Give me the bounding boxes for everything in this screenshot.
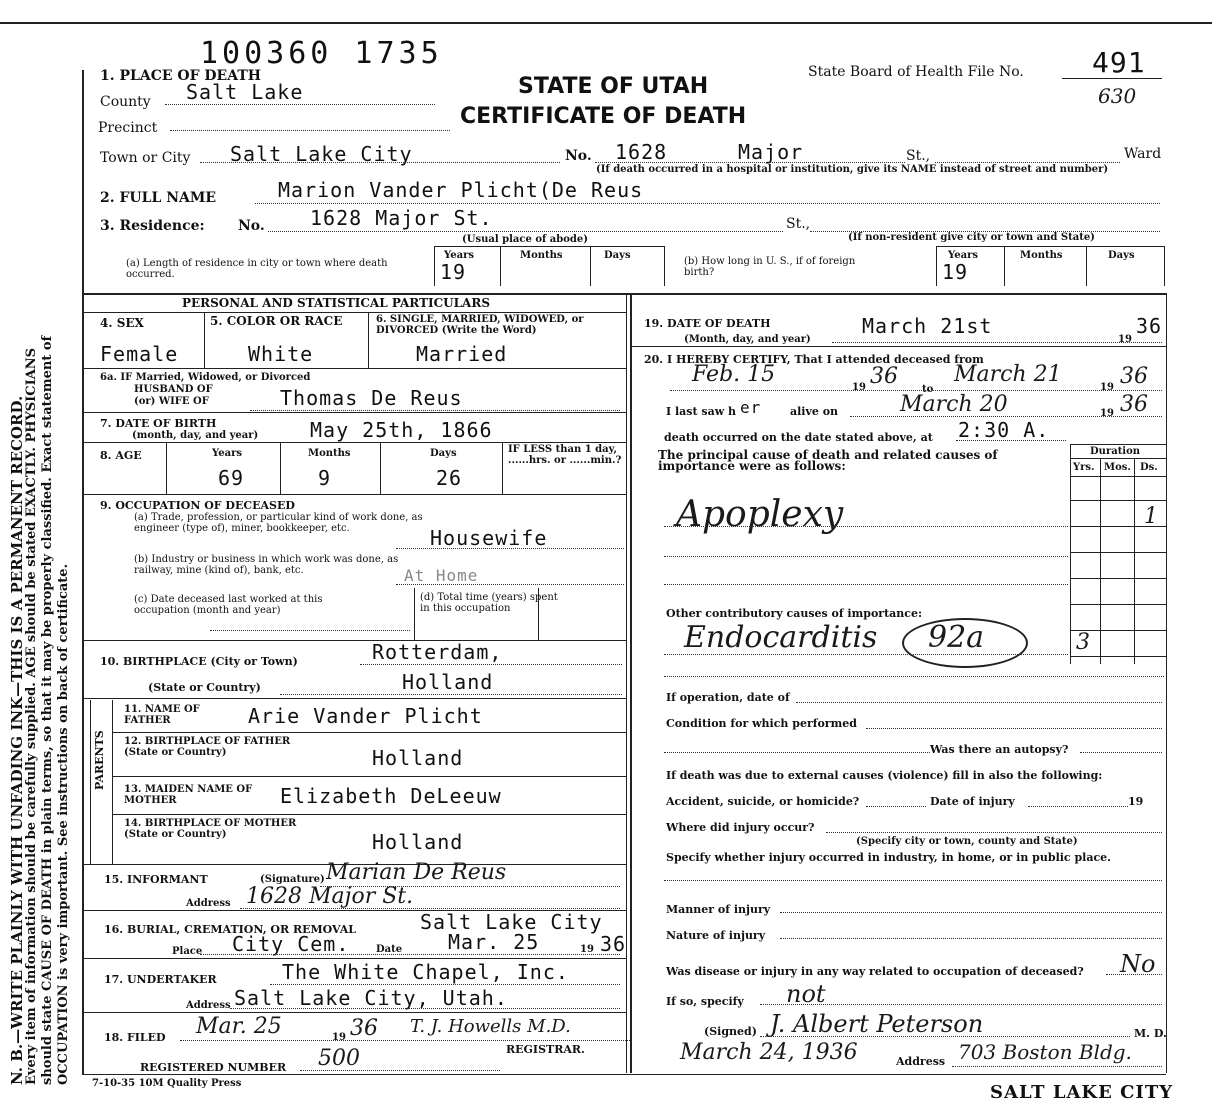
residence-label: 3. Residence: <box>100 218 205 234</box>
last-saw-label: I last saw h <box>666 405 737 418</box>
alive-label: alive on <box>790 405 839 418</box>
street-value: Major <box>738 140 804 164</box>
personal-title-line <box>84 312 626 313</box>
attended-line <box>670 390 1162 391</box>
burial-line <box>200 954 620 955</box>
file-number-line <box>1062 78 1162 79</box>
where-line <box>826 832 1162 833</box>
len-residence-label: (a) Length of residence in city or town where death occurred. <box>126 258 388 280</box>
form-left-border <box>82 70 84 1075</box>
full-name-label: 2. FULL NAME <box>100 190 217 206</box>
father-birthplace: Holland <box>372 746 464 770</box>
precinct-label: Precinct <box>98 120 158 136</box>
bottom-border <box>84 1074 1166 1075</box>
to-year-prefix: 19 <box>1100 382 1114 393</box>
injury-date-line <box>1028 806 1128 807</box>
occupation-b-line <box>396 584 624 585</box>
dur-top <box>1070 444 1166 445</box>
accident-label: Accident, suicide, or homicide? <box>666 795 860 808</box>
md-label: M. D. <box>1134 1027 1167 1040</box>
registrar-label: REGISTRAR. <box>506 1043 585 1056</box>
birthplace-state-label: (State or Country) <box>148 681 261 694</box>
certify-label: 20. I HEREBY CERTIFY, That I attended deceased from <box>644 353 984 366</box>
len-a-days-h: Days <box>604 250 631 261</box>
residence-st-label: St., <box>786 216 811 232</box>
undertaker-line <box>270 984 620 985</box>
center-divider <box>630 293 632 1073</box>
file-number: 491 <box>1092 46 1146 79</box>
occupation-related-label: Was disease or injury in any way related to occupation of deceased? <box>666 965 1084 978</box>
informant-signature: Marian De Reus <box>326 860 507 885</box>
informant-address-line <box>240 908 620 909</box>
reg-number-line <box>300 1070 500 1071</box>
where-label: Where did injury occur? <box>666 821 815 834</box>
color-sep <box>368 312 369 368</box>
parents-box-sep <box>112 700 113 864</box>
print-info: 7-10-35 10M Quality Press <box>92 1078 242 1089</box>
occupation-d-label: (d) Total time (years) spent in this occupation <box>420 592 558 614</box>
precinct-line <box>170 130 450 131</box>
parents-box-left <box>90 700 91 864</box>
spouse-label-1: 6a. IF Married, Widowed, or Divorced <box>100 372 311 383</box>
reg-number: 500 <box>318 1046 360 1071</box>
dur-mos-h: Mos. <box>1104 462 1131 473</box>
cause-label: The principal cause of death and related causes of importance were as follows: <box>658 448 998 473</box>
dur-sep1 <box>1100 458 1101 664</box>
undertaker-value: The White Chapel, Inc. <box>282 960 569 984</box>
certificate-title: CERTIFICATE OF DEATH <box>460 104 747 129</box>
row13-line <box>112 814 626 815</box>
attended-to: March 21 <box>954 362 1062 387</box>
contrib-line-2 <box>664 676 1164 677</box>
contrib-label: Other contributory causes of importance: <box>666 607 923 620</box>
parents-label: PARENTS <box>93 730 106 790</box>
dur-row7 <box>1070 656 1166 657</box>
age-sep3 <box>380 442 381 494</box>
dur-ds-h: Ds. <box>1140 462 1158 473</box>
last-saw-line <box>850 416 1162 417</box>
ward-label: Ward <box>1124 146 1162 162</box>
age-years: 69 <box>218 466 245 490</box>
contrib-line-1 <box>664 654 1068 655</box>
contrib-value: Endocarditis <box>684 620 878 655</box>
len-b-months-h: Months <box>1020 250 1063 261</box>
age-months-h: Months <box>308 448 351 459</box>
filed-year-prefix: 19 <box>332 1032 346 1043</box>
row16-line <box>84 958 626 959</box>
form-top-border <box>0 22 1212 24</box>
mother-label: 13. MAIDEN NAME OF MOTHER <box>124 784 253 806</box>
undertaker-label: 17. UNDERTAKER <box>104 973 217 986</box>
spouse-label-2: HUSBAND OF <box>134 384 213 395</box>
if-so-label: If so, specify <box>666 995 744 1008</box>
birthplace-country-line <box>280 694 622 695</box>
file-number-sub: 630 <box>1098 84 1137 108</box>
dur-left <box>1070 444 1071 664</box>
marital-value: Married <box>416 342 508 366</box>
file-number-label: State Board of Health File No. <box>808 64 1024 80</box>
injury-date-label: Date of injury <box>930 795 1015 808</box>
father-birthplace-label: 12. BIRTHPLACE OF FATHER (State or Country) <box>124 736 291 758</box>
age-years-h: Years <box>212 448 243 459</box>
personal-title: PERSONAL AND STATISTICAL PARTICULARS <box>182 296 491 310</box>
row19-line <box>630 346 1166 347</box>
len-b-box-top <box>936 246 1164 247</box>
dob-value: May 25th, 1866 <box>310 418 493 442</box>
physician-address-line <box>952 1066 1162 1067</box>
town-no-label: No. <box>565 148 592 164</box>
physician-signature: J. Albert Peterson <box>770 1010 984 1038</box>
row4-line <box>84 368 626 369</box>
row8-line <box>84 494 626 495</box>
external-label: If death was due to external causes (violence) fill in also the following: <box>666 769 1103 782</box>
len-b-box-left <box>936 246 937 286</box>
if-so-line <box>760 1004 1162 1005</box>
last-saw-year-prefix: 19 <box>1100 408 1114 419</box>
dur-head-line2 <box>1070 476 1166 477</box>
death-time-line <box>956 440 1066 441</box>
if-so-value: not <box>786 980 826 1008</box>
occupation-c-line <box>210 630 410 631</box>
mother-value: Elizabeth DeLeeuw <box>280 784 502 808</box>
dur-yrs-h: Yrs. <box>1073 462 1095 473</box>
len-b-years-h: Years <box>948 250 979 261</box>
death-time-label: death occurred on the date stated above, at <box>664 431 933 444</box>
burial-date: Mar. 25 <box>448 930 540 954</box>
place-of-death-label: 1. PLACE OF DEATH <box>100 68 261 84</box>
cause-line-1 <box>664 526 1068 527</box>
occupation-b-value: At Home <box>404 566 479 585</box>
where-sub: (Specify city or town, county and State) <box>856 836 1078 847</box>
town-no-value: 1628 <box>615 140 668 164</box>
center-divider-inner <box>626 293 627 1073</box>
right-border <box>1166 293 1167 1073</box>
registrar-signature: T. J. Howells M.D. <box>410 1016 571 1037</box>
dur-head-line <box>1070 458 1166 459</box>
len-us-label: (b) How long in U. S., if of foreign birth? <box>684 256 856 278</box>
sex-label: 4. SEX <box>100 316 144 330</box>
cause-value: Apoplexy <box>676 494 844 535</box>
len-a-years-h: Years <box>444 250 475 261</box>
county-line <box>165 104 435 105</box>
len-b-years: 19 <box>942 260 969 284</box>
street-line <box>595 162 905 163</box>
street-label: St., <box>906 148 931 164</box>
serial-number: 100360 1735 <box>200 36 443 71</box>
occupation-d-sep <box>538 588 539 640</box>
county-value: Salt Lake <box>186 80 304 104</box>
dur-row5 <box>1070 604 1166 605</box>
color-label: 5. COLOR OR RACE <box>210 314 343 328</box>
dob-label: 7. DATE OF BIRTH <box>100 417 217 430</box>
spouse-value: Thomas De Reus <box>280 386 463 410</box>
spouse-label-3: (or) WIFE OF <box>134 396 209 407</box>
len-a-box-left <box>434 246 435 286</box>
burial-year: 36 <box>600 932 627 956</box>
occupation-related-value: No <box>1120 950 1156 978</box>
age-months: 9 <box>318 466 332 490</box>
less-than-label: IF LESS than 1 day, ......hrs. or ......min.? <box>508 444 622 466</box>
dod-label: 19. DATE OF DEATH <box>644 317 771 330</box>
row9-line <box>84 640 626 641</box>
town-label: Town or City <box>100 150 191 166</box>
filed-line <box>180 1040 630 1041</box>
spouse-line <box>250 410 620 411</box>
occupation-c-label: (c) Date deceased last worked at this occupation (month and year) <box>134 594 323 616</box>
condition-label: Condition for which performed <box>666 717 857 730</box>
autopsy-answer-line <box>1080 752 1162 753</box>
dob-sub: (month, day, and year) <box>132 430 259 441</box>
main-top-border <box>84 293 1166 295</box>
informant-address-label: Address <box>186 898 231 909</box>
row11-line <box>112 732 626 733</box>
informant-address: 1628 Major St. <box>246 884 414 909</box>
age-days: 26 <box>436 466 463 490</box>
occupation-cd-sep <box>414 588 415 640</box>
age-sep4 <box>502 442 503 494</box>
age-label: 8. AGE <box>100 449 142 462</box>
specify-label: Specify whether injury occurred in industry, in home, or in public place. <box>666 851 1111 864</box>
len-b-days-h: Days <box>1108 250 1135 261</box>
dur-row1 <box>1070 500 1166 501</box>
informant-label: 15. INFORMANT <box>104 873 208 886</box>
len-a-sep1 <box>500 246 501 286</box>
town-value: Salt Lake City <box>230 142 413 166</box>
ward-line <box>935 162 1120 163</box>
dur-sep2 <box>1134 458 1135 664</box>
full-name-line <box>255 203 1160 204</box>
occupation-line <box>396 548 624 549</box>
color-value: White <box>248 342 314 366</box>
residence-no-label: No. <box>238 218 265 234</box>
occupation-label: 9. OCCUPATION OF DECEASED <box>100 499 295 512</box>
informant-sig-label: (Signature) <box>260 874 325 885</box>
dod-sub: (Month, day, and year) <box>684 334 811 345</box>
usual-abode-note: (Usual place of abode) <box>462 234 588 245</box>
city-stamp: SALT LAKE CITY <box>990 1082 1174 1103</box>
full-name-value: Marion Vander Plicht(De Reus <box>278 178 644 202</box>
dur-row3 <box>1070 552 1166 553</box>
occupation-related-line <box>1106 974 1162 975</box>
burial-city: Salt Lake City <box>420 910 603 934</box>
signed-label: (Signed) <box>704 1025 757 1038</box>
side-instruction-2: Every item of information should be carefully supplied. AGE should be stated EXACTLY. PHYSICIANS <box>24 347 39 1085</box>
physician-address-label: Address <box>896 1055 946 1068</box>
age-days-h: Days <box>430 448 457 459</box>
cause-duration-days: 1 <box>1144 504 1158 529</box>
birthplace-country: Holland <box>402 670 494 694</box>
dod-year-prefix: 19 <box>1118 334 1132 345</box>
len-a-box-right <box>664 246 665 286</box>
row12-line <box>112 776 626 777</box>
duration-label: Duration <box>1090 446 1141 457</box>
contrib-duration-yrs: 3 <box>1076 630 1090 655</box>
age-sep1 <box>166 442 167 494</box>
condition-line <box>866 728 1162 729</box>
len-a-box-top <box>434 246 664 247</box>
manner-line <box>780 912 1162 913</box>
row6a-line <box>84 412 626 413</box>
undertaker-address: Salt Lake City, Utah. <box>234 986 508 1010</box>
burial-label: 16. BURIAL, CREMATION, OR REMOVAL <box>104 923 356 936</box>
burial-place: City Cem. <box>232 932 350 956</box>
mother-birthplace-label: 14. BIRTHPLACE OF MOTHER (State or Country) <box>124 818 297 840</box>
dod-year: 36 <box>1136 314 1163 338</box>
dod-line <box>832 342 1162 343</box>
cause-line-2 <box>664 556 1068 557</box>
birthplace-city-line <box>360 664 622 665</box>
county-label: County <box>100 94 151 110</box>
len-b-sep1 <box>1004 246 1005 286</box>
sex-sep <box>204 312 205 368</box>
death-time-value: 2:30 A. <box>958 418 1050 442</box>
occupation-b-label: (b) Industry or business in which work was done, as railway, mine (kind of), bank, etc. <box>134 554 399 576</box>
residence-value: 1628 Major St. <box>310 206 493 230</box>
birthplace-label: 10. BIRTHPLACE (City or Town) <box>100 655 298 668</box>
sex-value: Female <box>100 342 179 366</box>
attended-from: Feb. 15 <box>692 362 776 387</box>
len-b-sep2 <box>1086 246 1087 286</box>
side-instruction-1: N. B.—WRITE PLAINLY WITH UNFADING INK—THIS IS A PERMANENT RECORD. <box>8 395 26 1085</box>
undertaker-address-label: Address <box>186 1000 231 1011</box>
operation-label: If operation, date of <box>666 691 790 704</box>
accident-line <box>866 806 926 807</box>
from-year: 36 <box>870 364 898 389</box>
autopsy-line <box>664 752 930 753</box>
occupation-value: Housewife <box>430 526 548 550</box>
town-line <box>200 162 560 163</box>
father-value: Arie Vander Plicht <box>248 704 483 728</box>
signed-line <box>760 1036 1130 1037</box>
mother-birthplace: Holland <box>372 830 464 854</box>
state-title: STATE OF UTAH <box>518 74 709 99</box>
autopsy-label: Was there an autopsy? <box>930 743 1069 756</box>
occupation-a-label: (a) Trade, profession, or particular kind of work done, as engineer (type of), miner, bookkeeper, etc. <box>134 512 423 534</box>
len-b-box-right <box>1164 246 1165 286</box>
side-instruction-4: OCCUPATION is very important. See instructions on back of certificate. <box>56 563 71 1085</box>
burial-place-label: Place <box>172 946 203 957</box>
row17-line <box>84 1012 626 1013</box>
filed-year: 36 <box>350 1016 378 1041</box>
injury-year-prefix: 19 <box>1128 795 1144 808</box>
last-saw-pronoun: er <box>740 398 762 417</box>
birthplace-city: Rotterdam, <box>372 640 503 664</box>
father-label: 11. NAME OF FATHER <box>124 704 200 726</box>
len-a-months-h: Months <box>520 250 563 261</box>
dod-value: March 21st <box>862 314 993 338</box>
physician-address: 703 Boston Bldg. <box>958 1040 1132 1064</box>
last-saw-year: 36 <box>1120 392 1148 417</box>
burial-date-label: Date <box>376 944 403 955</box>
side-instruction-3: should state CAUSE OF DEATH in plain terms, so that it may be properly classified. Exact statement of <box>40 335 55 1085</box>
burial-year-prefix: 19 <box>580 944 594 955</box>
hospital-note: (If death occurred in a hospital or institution, give its NAME instead of street and number) <box>596 164 1109 175</box>
row10-line <box>84 698 626 699</box>
nature-label: Nature of injury <box>666 929 766 942</box>
to-label: to <box>922 384 934 395</box>
specify-line-1 <box>664 880 1162 881</box>
undertaker-address-line <box>230 1008 620 1009</box>
reg-number-label: REGISTERED NUMBER <box>140 1061 287 1074</box>
last-saw-value: March 20 <box>900 392 1008 417</box>
signed-date: March 24, 1936 <box>680 1040 858 1065</box>
marital-label: 6. SINGLE, MARRIED, WIDOWED, or DIVORCED (Write the Word) <box>376 314 584 336</box>
age-sep2 <box>280 442 281 494</box>
from-year-prefix: 19 <box>852 382 866 393</box>
operation-line <box>796 702 1162 703</box>
nonresident-note: (If non-resident give city or town and State) <box>848 232 1095 243</box>
contrib-code: 92a <box>928 620 985 655</box>
to-year: 36 <box>1120 364 1148 389</box>
manner-label: Manner of injury <box>666 903 771 916</box>
filed-label: 18. FILED <box>104 1031 166 1044</box>
residence-line <box>268 231 783 232</box>
cause-line-3 <box>664 584 1068 585</box>
len-a-sep2 <box>590 246 591 286</box>
nature-line <box>780 938 1162 939</box>
dur-row4 <box>1070 578 1166 579</box>
len-a-years: 19 <box>440 260 467 284</box>
filed-date: Mar. 25 <box>196 1014 282 1039</box>
